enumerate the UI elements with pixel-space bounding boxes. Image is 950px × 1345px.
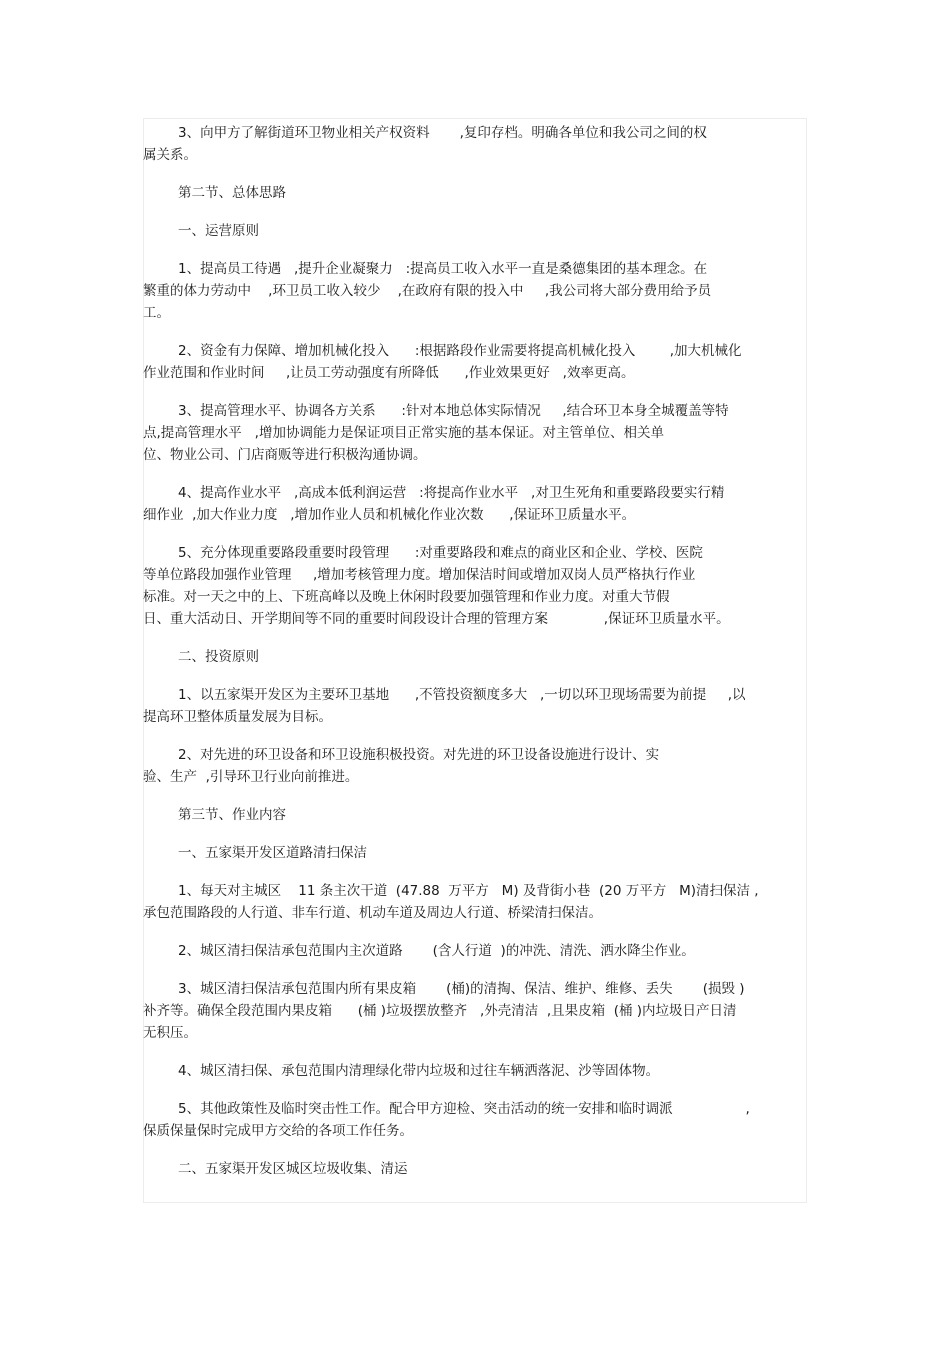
paragraph: [143, 482, 807, 526]
section-heading: [143, 1158, 807, 1180]
section-heading: [143, 804, 807, 826]
paragraph: [143, 1098, 807, 1142]
text-line: 标准。对一天之中的上、下班高峰以及晚上休闲时段要加强管理和作业力度。对重大节假: [143, 589, 670, 605]
text-line: 点,提高管理水平 ,增加协调能力是保证项目正常实施的基本保证。对主管单位、相关单: [143, 425, 664, 441]
text-line: 繁重的体力劳动中 ,环卫员工收入较少 ,在政府有限的投入中 ,我公司将大部分费用给予员: [143, 283, 712, 299]
text-line: 补齐等。确保全段范围内果皮箱 (桶 )垃圾摆放整齐 ,外壳清洁 ,且果皮箱 (桶 )内垃圾日产日清: [143, 1003, 737, 1019]
paragraph: [143, 978, 807, 1044]
text-line: 细作业 ,加大作业力度 ,增加作业人员和机械化作业次数 ,保证环卫质量水平。: [143, 507, 636, 523]
paragraph: [143, 340, 807, 384]
text-line: 提高环卫整体质量发展为目标。: [143, 709, 332, 725]
paragraph: [143, 684, 807, 728]
paragraph: [143, 744, 807, 788]
section-heading: [143, 842, 807, 864]
text-line: 1、每天对主城区 11 条主次干道 (47.88 万平方 M) 及背街小巷 (20 万平方 M)清扫保洁 ,: [178, 883, 759, 899]
text-line: 位、物业公司、门店商贩等进行积极沟通协调。: [143, 447, 427, 463]
paragraph: [143, 122, 807, 166]
document-body: [143, 122, 807, 1196]
text-line: 4、城区清扫保、承包范围内清理绿化带内垃圾和过往车辆洒落泥、沙等固体物。: [178, 1063, 660, 1079]
text-line: 保质保量保时完成甲方交给的各项工作任务。: [143, 1123, 413, 1139]
paragraph: [143, 400, 807, 466]
text-line: 验、生产 ,引导环卫行业向前推进。: [143, 769, 359, 785]
paragraph: [143, 542, 807, 630]
text-line: 1、以五家渠开发区为主要环卫基地 ,不管投资额度多大 ,一切以环卫现场需要为前提 ,以: [178, 687, 746, 703]
text-line: 日、重大活动日、开学期间等不同的重要时间段设计合理的管理方案 ,保证环卫质量水平。: [143, 611, 730, 627]
text-line: 5、其他政策性及临时突击性工作。配合甲方迎检、突击活动的统一安排和临时调派 ,: [178, 1101, 750, 1117]
paragraph: [143, 940, 807, 962]
text-line: 1、提高员工待遇 ,提升企业凝聚力 :提高员工收入水平一直是桑德集团的基本理念。在: [178, 261, 708, 277]
section-heading: [143, 646, 807, 668]
paragraph: [143, 880, 807, 924]
text-line: 2、对先进的环卫设备和环卫设施积极投资。对先进的环卫设备设施进行设计、实: [178, 747, 660, 763]
text-line: 一、五家渠开发区道路清扫保洁: [178, 845, 367, 861]
text-line: 3、向甲方了解街道环卫物业相关产权资料 ,复印存档。明确各单位和我公司之间的权: [178, 125, 707, 141]
text-line: 作业范围和作业时间 ,让员工劳动强度有所降低 ,作业效果更好 ,效率更高。: [143, 365, 635, 381]
paragraph: [143, 258, 807, 324]
text-line: 无积压。: [143, 1025, 197, 1041]
section-heading: [143, 220, 807, 242]
text-line: 第三节、作业内容: [178, 807, 286, 823]
text-line: 工。: [143, 305, 170, 321]
text-line: 2、资金有力保障、增加机械化投入 :根据路段作业需要将提高机械化投入 ,加大机械化: [178, 343, 742, 359]
paragraph: [143, 1060, 807, 1082]
text-line: 3、提高管理水平、协调各方关系 :针对本地总体实际情况 ,结合环卫本身全城覆盖等特: [178, 403, 729, 419]
text-line: 承包范围路段的人行道、非车行道、机动车道及周边人行道、桥梁清扫保洁。: [143, 905, 602, 921]
section-heading: [143, 182, 807, 204]
text-line: 属关系。: [143, 147, 197, 163]
text-line: 二、五家渠开发区城区垃圾收集、清运: [178, 1161, 408, 1177]
text-line: 等单位路段加强作业管理 ,增加考核管理力度。增加保洁时间或增加双岗人员严格执行作业: [143, 567, 696, 583]
text-line: 2、城区清扫保洁承包范围内主次道路 (含人行道 )的冲洗、清洗、洒水降尘作业。: [178, 943, 695, 959]
text-line: 一、运营原则: [178, 223, 259, 239]
text-line: 5、充分体现重要路段重要时段管理 :对重要路段和难点的商业区和企业、学校、医院: [178, 545, 703, 561]
text-line: 第二节、总体思路: [178, 185, 286, 201]
text-line: 4、提高作业水平 ,高成本低利润运营 :将提高作业水平 ,对卫生死角和重要路段要实行精: [178, 485, 725, 501]
text-line: 二、投资原则: [178, 649, 259, 665]
text-line: 3、城区清扫保洁承包范围内所有果皮箱 (桶)的清掏、保洁、维护、维修、丢失 (损毁 ): [178, 981, 745, 997]
